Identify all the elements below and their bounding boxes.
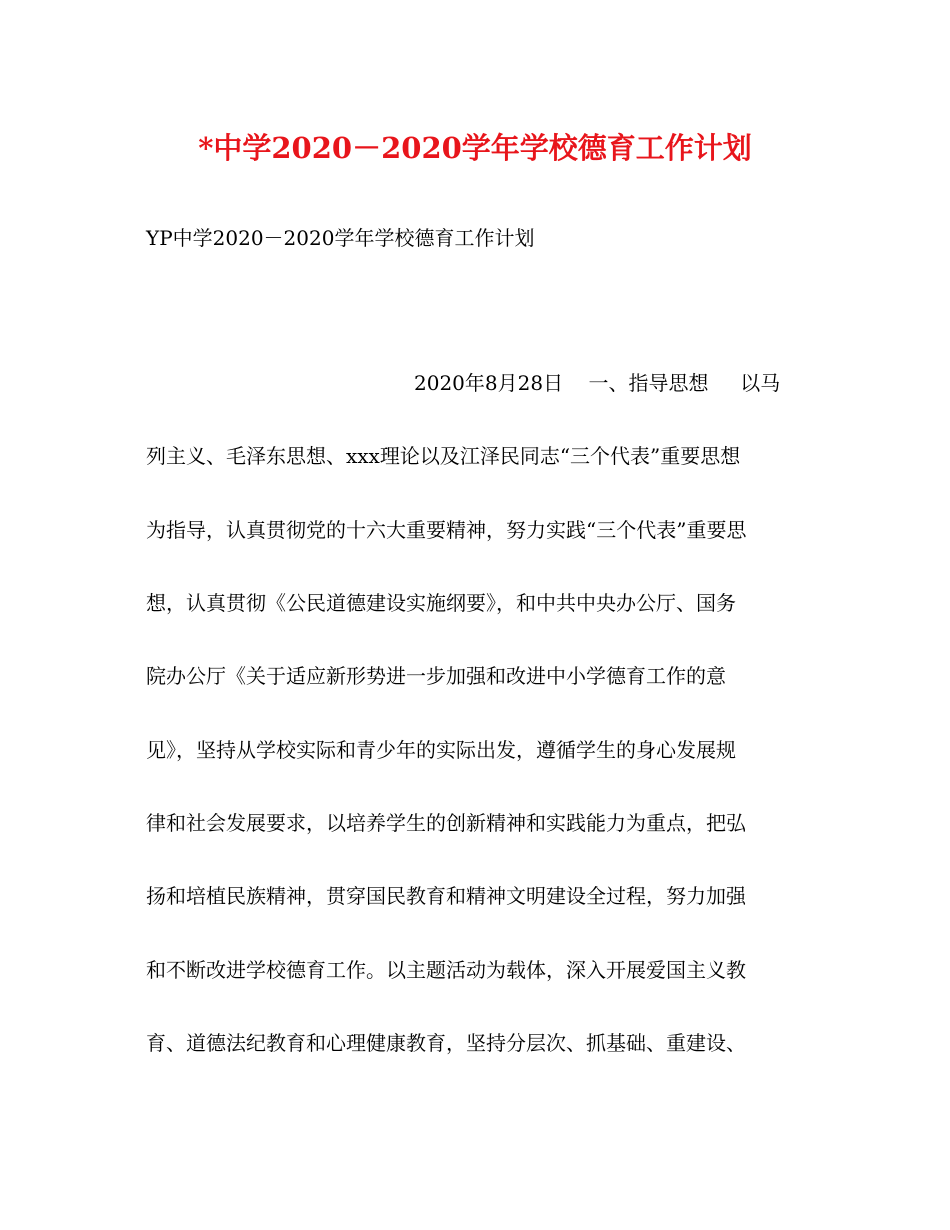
body-line: 院办公厅《关于适应新形势进一步加强和改进中小学德育工作的意	[146, 664, 726, 688]
document-subtitle: YP中学2020－2020学年学校德育工作计划	[146, 226, 535, 250]
body-line: 扬和培植民族精神，贯穿国民教育和精神文明建设全过程，努力加强	[146, 884, 746, 908]
date-and-section-heading-line: 2020年8月28日 一、指导思想 以马	[414, 371, 781, 395]
body-line: 律和社会发展要求，以培养学生的创新精神和实践能力为重点，把弘	[146, 811, 746, 835]
body-line: 列主义、毛泽东思想、xxx理论以及江泽民同志“三个代表”重要思想	[146, 444, 741, 468]
body-line: 想，认真贯彻《公民道德建设实施纲要》，和中共中央办公厅、国务	[146, 591, 736, 615]
body-line: 为指导，认真贯彻党的十六大重要精神，努力实践“三个代表”重要思	[146, 518, 747, 542]
body-line: 和不断改进学校德育工作。以主题活动为载体，深入开展爱国主义教	[146, 958, 746, 982]
body-line: 育、道德法纪教育和心理健康教育，坚持分层次、抓基础、重建设、	[146, 1031, 746, 1055]
document-title: *中学2020－2020学年学校德育工作计划	[198, 131, 752, 165]
body-line: 见》，坚持从学校实际和青少年的实际出发，遵循学生的身心发展规	[146, 738, 736, 762]
